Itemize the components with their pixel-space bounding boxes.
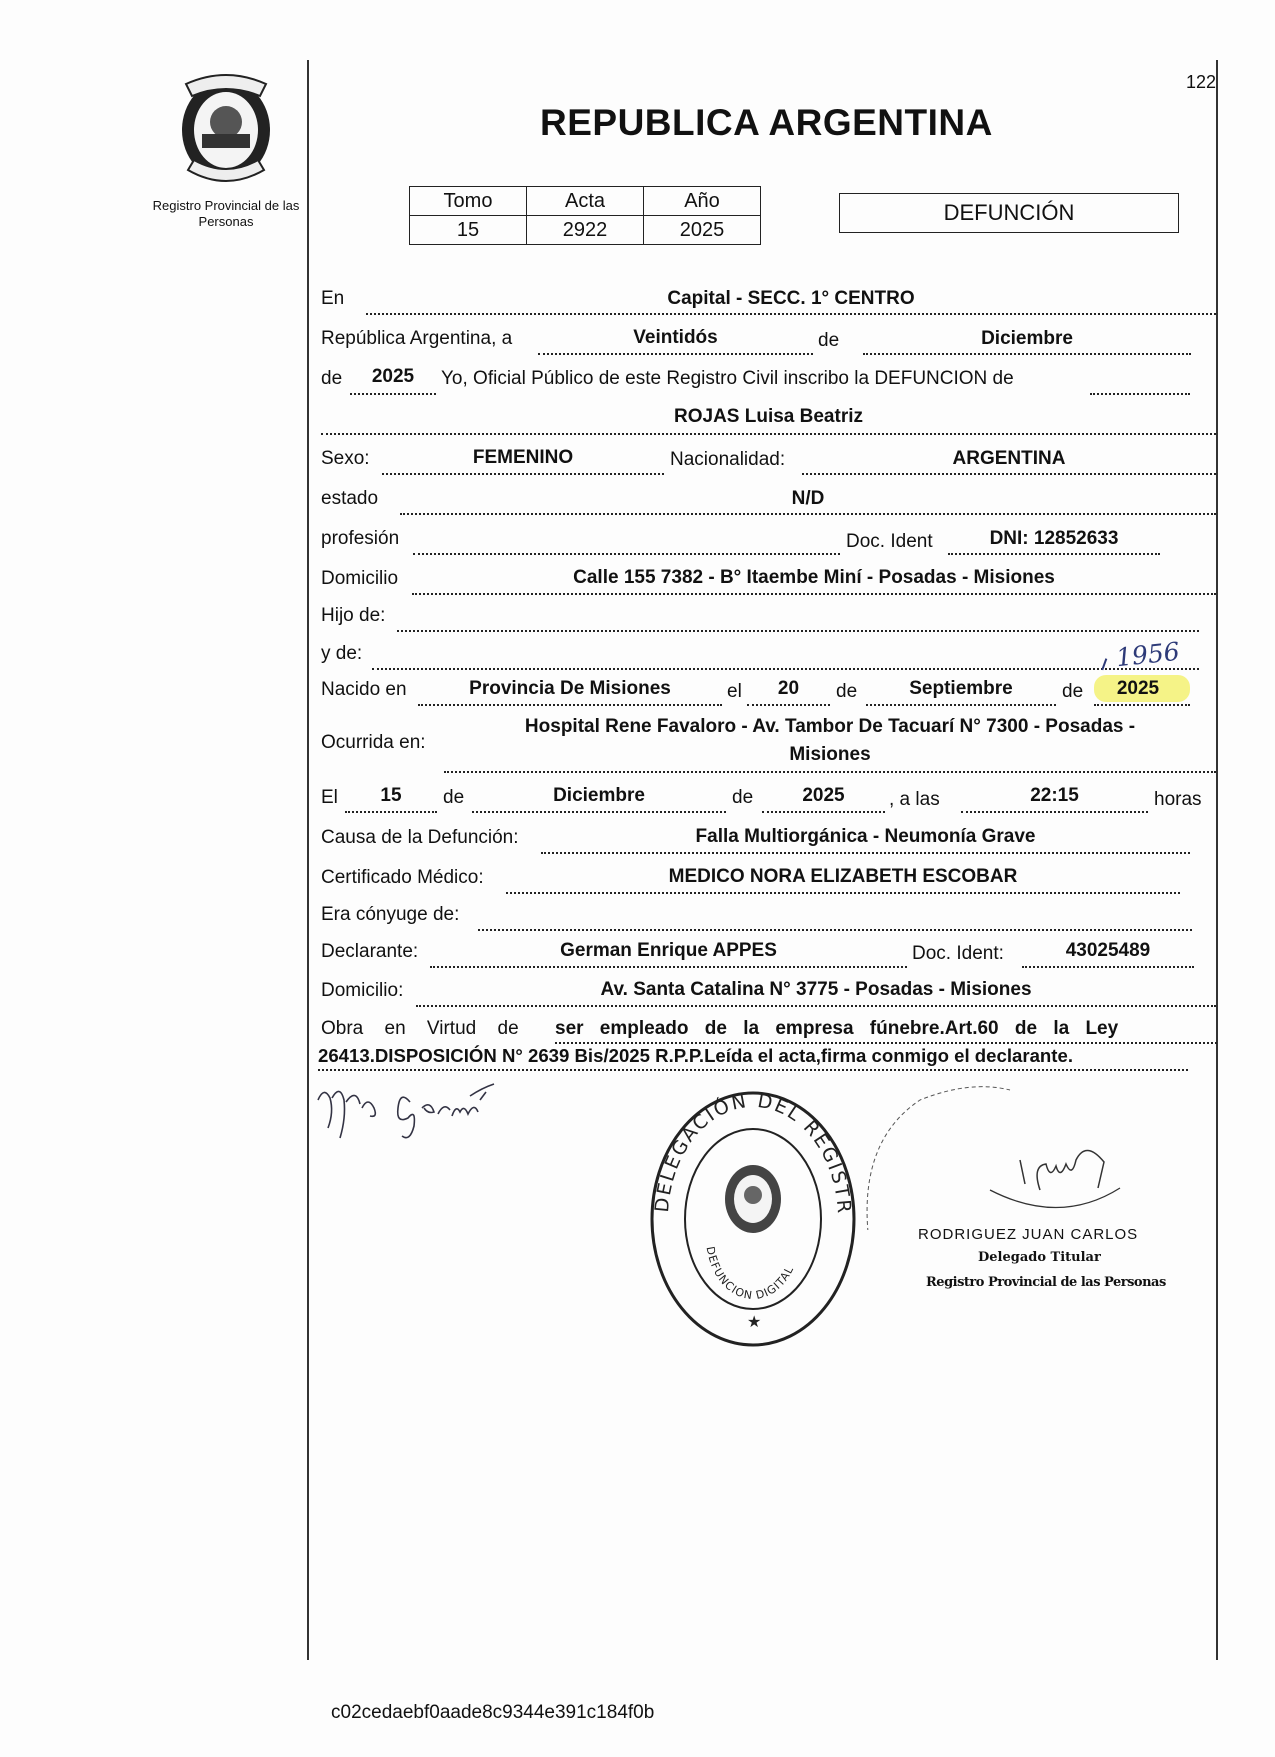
day-line bbox=[538, 353, 813, 355]
hijo-line bbox=[397, 630, 1199, 632]
nacido-mes: Septiembre bbox=[909, 678, 1013, 699]
reference-table bbox=[409, 186, 761, 245]
obra-dots-1 bbox=[555, 1042, 1217, 1044]
nacido-anio-line bbox=[1094, 704, 1190, 706]
horas-label: horas bbox=[1154, 789, 1202, 810]
muerte-mes-line bbox=[472, 811, 726, 813]
provincial-seal-logo bbox=[168, 70, 284, 188]
statement-line bbox=[1090, 393, 1190, 395]
certificado-label: Certificado Médico: bbox=[321, 867, 484, 888]
nacionalidad-label: Nacionalidad: bbox=[670, 449, 786, 470]
year-value: 2025 bbox=[371, 366, 415, 387]
doc-ident2-value: 43025489 bbox=[1065, 940, 1151, 961]
year-line bbox=[350, 393, 436, 395]
statement-text: Yo, Oficial Público de este Registro Civil inscribo la DEFUNCION de bbox=[441, 368, 1014, 389]
nacionalidad-line bbox=[802, 473, 1216, 475]
nacionalidad-value: ARGENTINA bbox=[952, 448, 1066, 469]
certificado-line bbox=[506, 892, 1180, 894]
causa-line bbox=[541, 852, 1190, 854]
domicilio2-label: Domicilio: bbox=[321, 980, 404, 1001]
hijo-label: Hijo de: bbox=[321, 605, 386, 626]
table-cell-anio: 2025 bbox=[644, 216, 761, 245]
domicilio-line bbox=[412, 593, 1216, 595]
official-name: RODRIGUEZ JUAN CARLOS bbox=[918, 1226, 1139, 1243]
domicilio-label: Domicilio bbox=[321, 568, 399, 589]
nacido-dia: 20 bbox=[777, 678, 800, 699]
obra-line-2: 26413.DISPOSICIÓN N° 2639 Bis/2025 R.P.P.Leída el acta,firma conmigo el declarante. bbox=[318, 1045, 1073, 1066]
country-title: REPUBLICA ARGENTINA bbox=[540, 102, 993, 143]
el2-label: El bbox=[321, 787, 338, 808]
yde-label: y de: bbox=[321, 643, 363, 664]
table-header-tomo: Tomo bbox=[410, 187, 527, 216]
muerte-mes: Diciembre bbox=[553, 785, 645, 806]
en-value: Capital - SECC. 1° CENTRO bbox=[667, 288, 915, 309]
obra-line-1: ser empleado de la empresa fúnebre.Art.60 de la Ley bbox=[555, 1018, 1119, 1039]
doc-ident-value: DNI: 12852633 bbox=[989, 528, 1119, 549]
muerte-hora: 22:15 bbox=[1030, 785, 1079, 806]
left-margin-rule bbox=[307, 60, 309, 1660]
footer-hash: c02cedaebf0aade8c9344e391c184f0b bbox=[331, 1702, 655, 1723]
yde-line bbox=[372, 668, 1199, 670]
causa-value: Falla Multiorgánica - Neumonía Grave bbox=[695, 826, 1036, 847]
table-header-anio: Año bbox=[644, 187, 761, 216]
declarant-signature bbox=[310, 1078, 530, 1148]
doc-ident-line bbox=[948, 553, 1160, 555]
right-margin-rule bbox=[1216, 60, 1218, 1660]
deceased-name: ROJAS Luisa Beatriz bbox=[674, 406, 863, 427]
profesion-line bbox=[413, 553, 840, 555]
ocurrida-line-2: Misiones bbox=[789, 744, 871, 765]
table-header-acta: Acta bbox=[527, 187, 644, 216]
de-label-1: de bbox=[818, 330, 840, 351]
svg-text:★: ★ bbox=[747, 1312, 762, 1331]
muerte-hora-line bbox=[961, 811, 1148, 813]
month-line bbox=[863, 353, 1191, 355]
conyuge-line bbox=[478, 929, 1192, 931]
day-words: Veintidós bbox=[633, 327, 718, 348]
estado-line bbox=[400, 513, 1216, 515]
declarante-line bbox=[430, 966, 907, 968]
sexo-value: FEMENINO bbox=[472, 447, 574, 468]
obra-dots-2 bbox=[318, 1069, 1188, 1071]
doc-ident2-label: Doc. Ident: bbox=[912, 943, 1004, 964]
nacido-anio: 2025 bbox=[1116, 678, 1160, 699]
domicilio2-line bbox=[416, 1005, 1216, 1007]
nacido-label: Nacido en bbox=[321, 679, 407, 700]
doc-ident2-line bbox=[1022, 966, 1194, 968]
estado-value: N/D bbox=[791, 488, 825, 509]
svg-text:DEFUNCION DIGITAL: DEFUNCION DIGITAL bbox=[703, 1245, 797, 1303]
de-label-6: de bbox=[732, 787, 754, 808]
declarante-value: German Enrique APPES bbox=[560, 940, 777, 961]
domicilio-value: Calle 155 7382 - B° Itaembe Miní - Posadas - Misiones bbox=[573, 567, 1055, 588]
table-cell-tomo: 15 bbox=[410, 216, 527, 245]
muerte-dia: 15 bbox=[380, 785, 402, 806]
name-line bbox=[321, 433, 1216, 435]
declarante-label: Declarante: bbox=[321, 941, 419, 962]
official-title: Delegado Titular bbox=[978, 1250, 1101, 1265]
registry-stamp bbox=[646, 1087, 860, 1351]
republica-label: República Argentina, a bbox=[321, 328, 513, 349]
sexo-line bbox=[382, 473, 664, 475]
conyuge-label: Era cónyuge de: bbox=[321, 904, 460, 925]
domicilio2-value: Av. Santa Catalina N° 3775 - Posadas - Misiones bbox=[600, 979, 1032, 1000]
nacido-lugar-line bbox=[418, 704, 722, 706]
muerte-anio: 2025 bbox=[802, 785, 845, 806]
muerte-anio-line bbox=[762, 811, 885, 813]
table-cell-acta: 2922 bbox=[527, 216, 644, 245]
page-number: 122 bbox=[1186, 72, 1217, 92]
nacido-dia-line bbox=[747, 704, 830, 706]
obra-prefix: Obra en Virtud de bbox=[321, 1018, 519, 1039]
estado-label: estado bbox=[321, 488, 379, 509]
profesion-label: profesión bbox=[321, 528, 400, 549]
month-value: Diciembre bbox=[981, 328, 1073, 349]
muerte-dia-line bbox=[345, 811, 437, 813]
ocurrida-line bbox=[444, 771, 1216, 773]
registry-name: Registro Provincial de las Personas bbox=[152, 198, 300, 229]
de-label-3: de bbox=[836, 681, 858, 702]
official-registry: Registro Provincial de las Personas bbox=[926, 1275, 1166, 1290]
de-label-4: de bbox=[1062, 681, 1084, 702]
ocurrida-label: Ocurrida en: bbox=[321, 732, 426, 753]
de-label-2: de bbox=[321, 368, 343, 389]
document-type-box: DEFUNCIÓN bbox=[839, 193, 1179, 233]
ocurrida-line-1: Hospital Rene Favaloro - Av. Tambor De Tacuarí N° 7300 - Posadas - bbox=[524, 716, 1136, 737]
de-label-5: de bbox=[443, 787, 465, 808]
el-label: el bbox=[727, 681, 742, 702]
nacido-lugar: Provincia De Misiones bbox=[469, 678, 671, 699]
svg-text:DELEGACIÓN DEL REGISTRO DE LAS: DELEGACIÓN DEL REGISTR bbox=[650, 1089, 856, 1216]
handwritten-mark bbox=[1101, 658, 1116, 673]
doc-ident-label: Doc. Ident bbox=[846, 531, 933, 552]
sexo-label: Sexo: bbox=[321, 448, 370, 469]
handwritten-birth-year: 1956 bbox=[1114, 636, 1181, 673]
a-las-label: , a las bbox=[889, 789, 940, 810]
certificado-value: MEDICO NORA ELIZABETH ESCOBAR bbox=[668, 866, 1018, 887]
en-label: En bbox=[321, 288, 345, 309]
causa-label: Causa de la Defunción: bbox=[321, 827, 519, 848]
nacido-mes-line bbox=[866, 704, 1056, 706]
official-signature bbox=[860, 1080, 1160, 1230]
en-line bbox=[366, 313, 1216, 315]
